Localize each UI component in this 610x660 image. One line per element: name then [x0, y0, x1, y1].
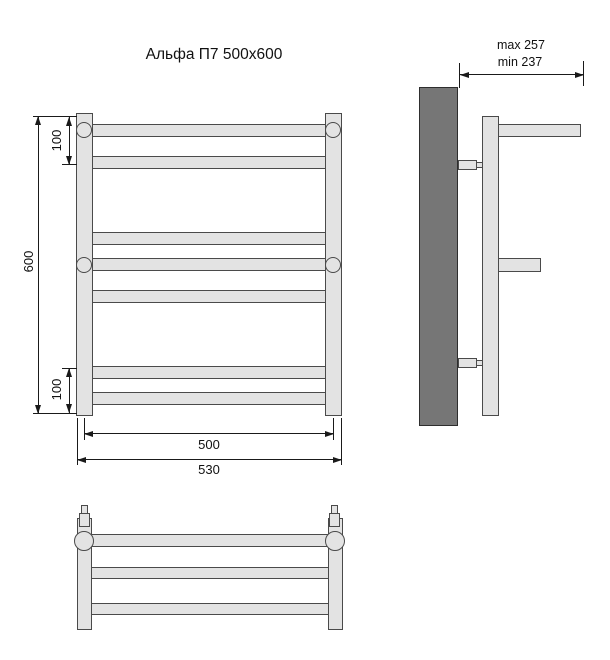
dim-600-line — [38, 117, 39, 414]
wall-bracket — [458, 358, 477, 368]
pipe-joint-circle — [325, 257, 341, 273]
valve-neck — [79, 513, 90, 527]
dim-arrow-left-icon — [460, 72, 469, 78]
pipe-joint-circle — [325, 531, 345, 551]
dim-100-top-label: 100 — [49, 129, 64, 152]
side-post — [482, 116, 499, 416]
front-bar — [92, 392, 326, 405]
dim-arrow-left-icon — [84, 431, 93, 437]
dim-600-label: 600 — [21, 250, 36, 273]
dim-arrow-down-icon — [35, 405, 41, 414]
dim-max-depth-label: max 257 — [497, 38, 545, 52]
side-top-shelf-bar — [498, 124, 581, 137]
dim-arrow-up-icon — [66, 117, 72, 126]
bottom-bar — [91, 603, 329, 615]
dim-530-label: 530 — [198, 462, 220, 477]
pipe-joint-circle — [325, 122, 341, 138]
wall-bracket — [458, 160, 477, 170]
valve-neck — [329, 513, 340, 527]
front-bar — [92, 124, 326, 137]
drawing-title: Альфа П7 500x600 — [145, 46, 283, 63]
pipe-joint-circle — [76, 257, 92, 273]
dim-arrow-up-icon — [35, 116, 41, 125]
dim-100-bottom-label: 100 — [49, 378, 64, 401]
dim-arrow-down-icon — [66, 156, 72, 165]
dim-500-line — [84, 433, 334, 434]
pipe-joint-circle — [74, 531, 94, 551]
front-bar — [92, 290, 326, 303]
front-bar — [92, 258, 326, 271]
dim-arrow-down-icon — [66, 404, 72, 413]
dim-500-label: 500 — [198, 437, 220, 452]
front-bar — [92, 366, 326, 379]
dim-arrow-right-icon — [333, 457, 342, 463]
bottom-bar — [84, 534, 335, 547]
wall-bracket-collar — [476, 162, 483, 168]
bottom-bar — [91, 567, 329, 579]
wall — [419, 87, 458, 426]
wall-bracket-collar — [476, 360, 483, 366]
front-bar — [92, 156, 326, 169]
dim-arrow-right-icon — [325, 431, 334, 437]
side-middle-bar — [498, 258, 541, 272]
pipe-joint-circle — [76, 122, 92, 138]
dim-arrow-right-icon — [575, 72, 584, 78]
dim-arrow-left-icon — [77, 457, 86, 463]
front-bar — [92, 232, 326, 245]
dim-530-line — [77, 459, 342, 460]
dim-arrow-up-icon — [66, 368, 72, 377]
dim-min-depth-label: min 237 — [497, 55, 543, 69]
dim-depth-line — [460, 74, 583, 75]
